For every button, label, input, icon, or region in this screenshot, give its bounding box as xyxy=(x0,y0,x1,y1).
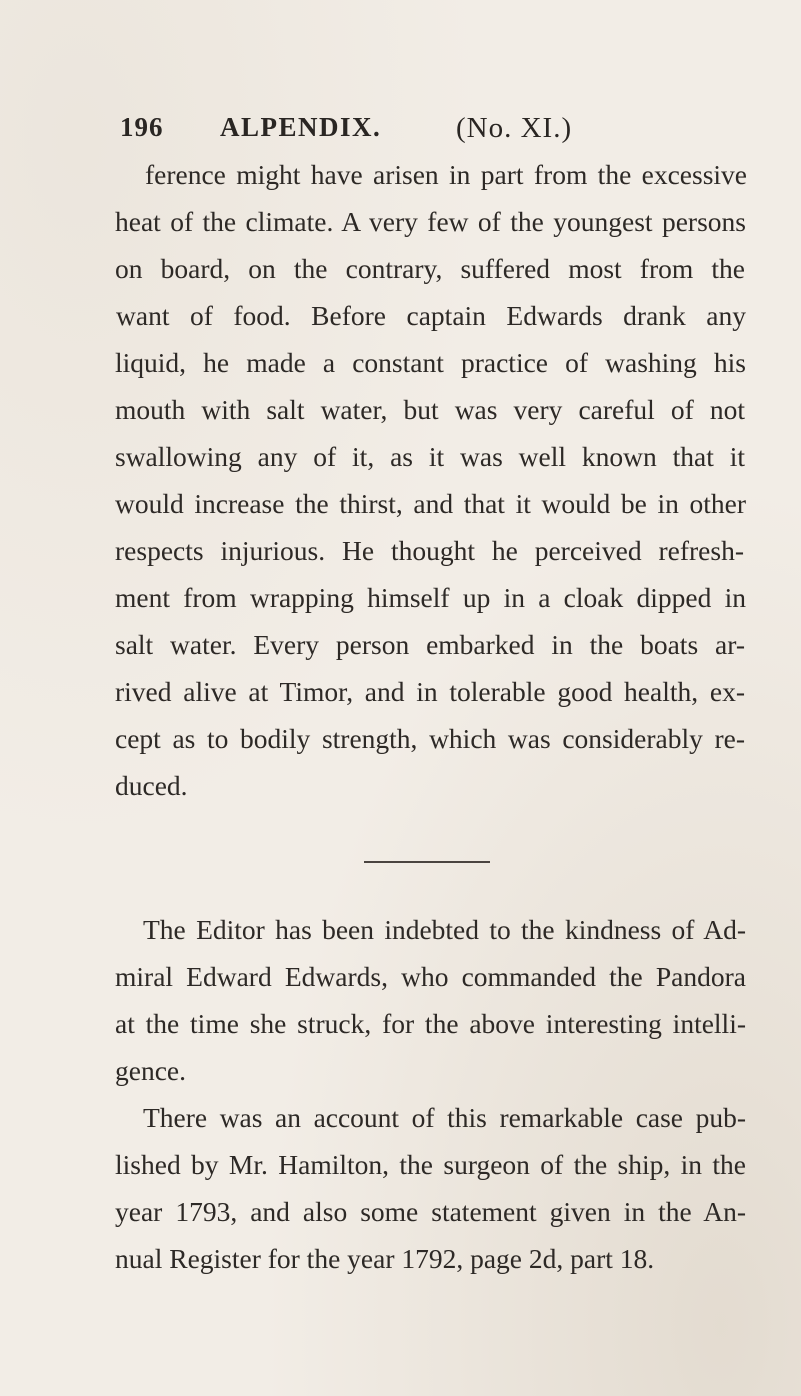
text-line: on board, on the contrary, suffered most from the xyxy=(115,253,745,284)
text-line: heat of the climate. A very few of the youngest persons xyxy=(115,206,746,237)
text-line: lished by Mr. Hamilton, the surgeon of the ship, in the xyxy=(115,1149,746,1180)
text-line: miral Edward Edwards, who commanded the Pandora xyxy=(115,961,746,992)
text-line: swallowing any of it, as it was well known that it xyxy=(115,441,745,472)
text-line: gence. xyxy=(115,1055,186,1086)
running-head xyxy=(120,112,620,146)
text-line: rived alive at Timor, and in tolerable good health, ex- xyxy=(115,676,745,707)
section-number: (No. XI.) xyxy=(456,112,573,144)
text-line: The Editor has been indebted to the kindness of Ad- xyxy=(143,914,746,945)
text-line: cept as to bodily strength, which was considerably re- xyxy=(115,723,745,754)
section-divider xyxy=(364,861,490,863)
section-title: ALPENDIX. xyxy=(220,112,382,142)
text-line: mouth with salt water, but was very careful of not xyxy=(115,394,745,425)
text-line: at the time she struck, for the above interesting intelli- xyxy=(115,1008,746,1039)
text-line: salt water. Every person embarked in the boats ar- xyxy=(115,629,745,660)
text-line: There was an account of this remarkable case pub- xyxy=(143,1102,746,1133)
text-line: respects injurious. He thought he perceived refresh- xyxy=(115,535,744,566)
text-line: would increase the thirst, and that it would be in other xyxy=(115,488,746,519)
text-line: want of food. Before captain Edwards drank any xyxy=(116,300,746,331)
text-line: ment from wrapping himself up in a cloak dipped in xyxy=(115,582,746,613)
text-line: nual Register for the year 1792, page 2d, part 18. xyxy=(115,1243,655,1274)
page-number: 196 xyxy=(120,112,164,142)
text-line: duced. xyxy=(115,770,188,801)
text-line: ference might have arisen in part from the excessive xyxy=(145,159,747,190)
text-line: year 1793, and also some statement given in the An- xyxy=(115,1196,746,1227)
text-line: liquid, he made a constant practice of washing his xyxy=(115,347,746,378)
